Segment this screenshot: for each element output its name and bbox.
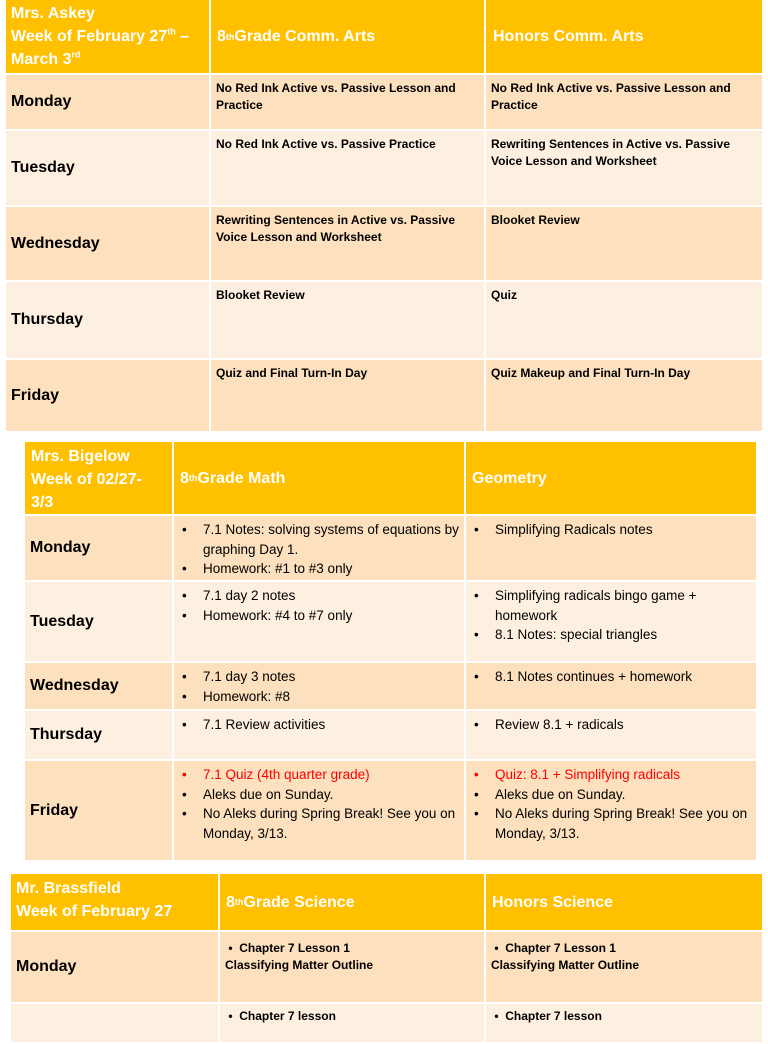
schedule-cell: Quiz and Final Turn-In Day bbox=[211, 360, 486, 433]
bullet-continuation: Classifying Matter Outline bbox=[491, 958, 640, 972]
bullet-item: • Simplifying radicals bingo game + homework bbox=[470, 586, 752, 625]
schedule-cell bbox=[466, 582, 758, 663]
schedule-cell: No Red Ink Active vs. Passive Lesson and Practice bbox=[486, 75, 764, 131]
bullet-item: • 7.1 day 2 notes bbox=[178, 586, 460, 606]
schedule-cell bbox=[466, 711, 758, 761]
bigelow-schedule-table bbox=[25, 442, 758, 862]
day-label: Wednesday bbox=[6, 207, 211, 282]
bullet-item: • No Aleks during Spring Break! See you on Monday, 3/13. bbox=[178, 804, 460, 843]
column-header-grade: 8 th Grade Science bbox=[220, 874, 486, 932]
teacher-name: Mrs. Askey bbox=[11, 5, 95, 22]
column-header-grade: 8 th Grade Math bbox=[174, 442, 466, 516]
schedule-cell bbox=[220, 932, 486, 1004]
day-label bbox=[11, 1004, 220, 1044]
bullet-item: • Homework: #8 bbox=[178, 687, 460, 707]
day-label: Tuesday bbox=[25, 582, 174, 663]
column-header-geometry: Geometry bbox=[466, 442, 758, 516]
bullet-item: • 7.1 Notes: solving systems of equations by graphing Day 1. bbox=[178, 520, 460, 559]
day-label: Friday bbox=[6, 360, 211, 433]
bullet-item: • 7.1 Review activities bbox=[178, 715, 460, 735]
bullet-line: • Chapter 7 lesson bbox=[225, 1009, 336, 1023]
schedule-cell bbox=[486, 1004, 764, 1044]
askey-schedule-table bbox=[6, 0, 764, 433]
bullet-item: Chapter 7 lesson bbox=[239, 1009, 336, 1023]
bullet-line: • Chapter 7 lesson bbox=[491, 1009, 602, 1023]
teacher-header bbox=[11, 874, 220, 932]
bullet-item: • Homework: #4 to #7 only bbox=[178, 606, 460, 626]
bullet-line: • Chapter 7 Lesson 1 bbox=[225, 941, 350, 955]
bullet-item: • Homework: #1 to #3 only bbox=[178, 559, 460, 579]
day-label: Thursday bbox=[6, 282, 211, 360]
bullet-item: • No Aleks during Spring Break! See you on Monday, 3/13. bbox=[470, 804, 752, 843]
schedule-cell: No Red Ink Active vs. Passive Lesson and Practice bbox=[211, 75, 486, 131]
schedule-cell bbox=[220, 1004, 486, 1044]
bullet-item: • Review 8.1 + radicals bbox=[470, 715, 752, 735]
schedule-cell bbox=[174, 516, 466, 582]
bullet-line: • Chapter 7 Lesson 1 bbox=[491, 941, 616, 955]
bullet-item: Chapter 7 lesson bbox=[505, 1009, 602, 1023]
day-label: Monday bbox=[6, 75, 211, 131]
bullet-item: Chapter 7 Lesson 1 bbox=[239, 941, 350, 955]
schedule-cell: Blooket Review bbox=[211, 282, 486, 360]
teacher-header bbox=[6, 0, 211, 75]
bullet-item: • 7.1 day 3 notes bbox=[178, 667, 460, 687]
schedule-cell bbox=[466, 761, 758, 862]
day-label: Friday bbox=[25, 761, 174, 862]
schedule-cell bbox=[174, 711, 466, 761]
schedule-cell bbox=[174, 582, 466, 663]
schedule-cell: Rewriting Sentences in Active vs. Passive Voice Lesson and Worksheet bbox=[211, 207, 486, 282]
bullet-item: • Aleks due on Sunday. bbox=[178, 785, 460, 805]
bullet-item: Chapter 7 Lesson 1 bbox=[505, 941, 616, 955]
teacher-name: Mr. Brassfield bbox=[16, 880, 121, 897]
column-header-honors: Honors Comm. Arts bbox=[486, 0, 764, 75]
bullet-item: • Simplifying Radicals notes bbox=[470, 520, 752, 540]
schedule-cell bbox=[466, 516, 758, 582]
bullet-item: • 8.1 Notes continues + homework bbox=[470, 667, 752, 687]
week-label: Week of February 27th – bbox=[11, 26, 190, 45]
day-label: Wednesday bbox=[25, 663, 174, 711]
schedule-cell: Blooket Review bbox=[486, 207, 764, 282]
column-header-honors: Honors Science bbox=[486, 874, 764, 932]
schedule-cell bbox=[174, 663, 466, 711]
schedule-cell bbox=[174, 761, 466, 862]
bullet-item: • Aleks due on Sunday. bbox=[470, 785, 752, 805]
day-label: Tuesday bbox=[6, 131, 211, 207]
teacher-header bbox=[25, 442, 174, 516]
schedule-cell bbox=[486, 932, 764, 1004]
brassfield-schedule-table bbox=[11, 874, 764, 1044]
schedule-cell bbox=[466, 663, 758, 711]
week-label: Week of 02/27-3/3 bbox=[31, 471, 142, 511]
schedule-cell: Rewriting Sentences in Active vs. Passive Voice Lesson and Worksheet bbox=[486, 131, 764, 207]
day-label: Monday bbox=[25, 516, 174, 582]
week-label: Week of February 27 bbox=[16, 903, 173, 920]
day-label: Monday bbox=[11, 932, 220, 1004]
schedule-cell: No Red Ink Active vs. Passive Practice bbox=[211, 131, 486, 207]
bullet-item-highlight: • 7.1 Quiz (4th quarter grade) bbox=[178, 765, 460, 785]
bullet-item: • 8.1 Notes: special triangles bbox=[470, 625, 752, 645]
week-label-end: March 3rd bbox=[11, 49, 81, 68]
column-header-grade: 8 th Grade Comm. Arts bbox=[211, 0, 486, 75]
bullet-continuation: Classifying Matter Outline bbox=[225, 958, 374, 972]
schedule-cell: Quiz Makeup and Final Turn-In Day bbox=[486, 360, 764, 433]
day-label: Thursday bbox=[25, 711, 174, 761]
schedule-cell: Quiz bbox=[486, 282, 764, 360]
teacher-name: Mrs. Bigelow bbox=[31, 448, 130, 465]
bullet-item-highlight: • Quiz: 8.1 + Simplifying radicals bbox=[470, 765, 752, 785]
